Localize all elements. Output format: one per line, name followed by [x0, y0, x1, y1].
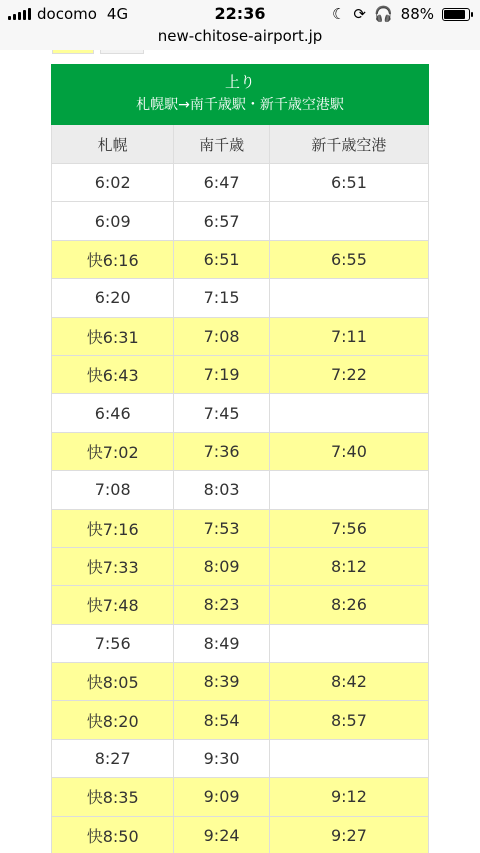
table-row — [51, 355, 429, 393]
table-row — [51, 777, 429, 815]
timetable-subtitle: 札幌駅→南千歳駅・新千歳空港駅 — [136, 97, 344, 113]
cell-sapporo: 7:56 — [52, 625, 174, 662]
orientation-lock-icon: ⟳ — [353, 5, 366, 23]
clock: 22:36 — [214, 4, 266, 23]
table-row — [51, 163, 429, 201]
cell-new-chitose-airport: 8:57 — [330, 710, 367, 730]
cell-sapporo: 快8:50 — [52, 817, 174, 853]
cell-new-chitose-airport: 6:55 — [330, 249, 367, 269]
cell-minami-chitose: 7:36 — [174, 433, 270, 470]
table-row — [51, 470, 429, 508]
cell-new-chitose-airport: 9:27 — [330, 825, 367, 845]
cell-minami-chitose: 7:53 — [174, 510, 270, 547]
url-bar[interactable]: new-chitose-airport.jp — [0, 28, 480, 50]
scrolled-button-1[interactable] — [52, 50, 94, 54]
cell-new-chitose-airport: 8:26 — [330, 595, 367, 615]
cell-sapporo: 快6:16 — [52, 241, 174, 278]
cell-new-chitose-airport: 7:22 — [330, 365, 367, 385]
cell-sapporo: 快7:02 — [52, 433, 174, 470]
cell-minami-chitose: 8:23 — [174, 586, 270, 623]
cell-sapporo: 快7:33 — [52, 548, 174, 585]
cell-sapporo: 快8:05 — [52, 663, 174, 700]
table-row — [51, 278, 429, 316]
cell-new-chitose-airport: 7:40 — [330, 441, 367, 461]
timetable-title: 上り — [224, 73, 255, 91]
column-header-new-chitose-airport: 新千歳空港 — [311, 135, 387, 154]
cell-sapporo: 快8:20 — [52, 701, 174, 738]
table-row — [51, 624, 429, 662]
cell-minami-chitose: 8:54 — [174, 701, 270, 738]
table-row — [51, 739, 429, 777]
cell-minami-chitose: 6:47 — [174, 164, 270, 201]
cell-new-chitose-airport — [270, 471, 428, 508]
status-bar — [0, 0, 480, 28]
cell-sapporo: 快6:43 — [52, 356, 174, 393]
table-row — [51, 509, 429, 547]
scrolled-button-2[interactable] — [100, 50, 144, 54]
cell-sapporo: 快7:16 — [52, 510, 174, 547]
cell-minami-chitose: 8:39 — [174, 663, 270, 700]
cell-new-chitose-airport: 8:12 — [330, 557, 367, 577]
column-header-minami-chitose: 南千歳 — [174, 125, 270, 163]
cell-new-chitose-airport — [270, 202, 428, 239]
network-type: 4G — [106, 5, 129, 23]
cell-sapporo: 快8:35 — [52, 778, 174, 815]
table-row — [51, 547, 429, 585]
cell-new-chitose-airport — [270, 279, 428, 316]
cell-new-chitose-airport: 7:56 — [330, 518, 367, 538]
cell-sapporo: 6:20 — [52, 279, 174, 316]
cell-new-chitose-airport — [270, 625, 428, 662]
cell-sapporo: 6:09 — [52, 202, 174, 239]
cell-new-chitose-airport — [270, 740, 428, 777]
battery-percent: 88% — [400, 5, 434, 23]
cell-minami-chitose: 9:09 — [174, 778, 270, 815]
status-right — [332, 5, 470, 23]
headphones-icon: 🎧 — [373, 5, 393, 23]
cell-minami-chitose: 9:30 — [174, 740, 270, 777]
column-headers — [51, 125, 429, 163]
cell-new-chitose-airport — [270, 394, 428, 431]
cell-sapporo: 6:02 — [52, 164, 174, 201]
cell-minami-chitose: 6:57 — [174, 202, 270, 239]
cell-minami-chitose: 7:15 — [174, 279, 270, 316]
timetable-body — [51, 163, 429, 853]
table-row — [51, 816, 429, 853]
cell-sapporo: 8:27 — [52, 740, 174, 777]
cell-minami-chitose: 8:03 — [174, 471, 270, 508]
table-row — [51, 585, 429, 623]
table-row — [51, 662, 429, 700]
cell-minami-chitose: 7:19 — [174, 356, 270, 393]
table-row — [51, 201, 429, 239]
table-row — [51, 432, 429, 470]
cell-sapporo: 7:08 — [52, 471, 174, 508]
cell-new-chitose-airport: 8:42 — [330, 672, 367, 692]
cell-sapporo: 快7:48 — [52, 586, 174, 623]
carrier-name: docomo — [37, 5, 97, 23]
cell-minami-chitose: 9:24 — [174, 817, 270, 853]
cell-new-chitose-airport: 9:12 — [330, 787, 367, 807]
cell-sapporo: 快6:31 — [52, 318, 174, 355]
timetable — [51, 64, 429, 853]
table-row — [51, 317, 429, 355]
cell-minami-chitose: 8:49 — [174, 625, 270, 662]
cell-minami-chitose: 7:08 — [174, 318, 270, 355]
table-row — [51, 393, 429, 431]
cell-new-chitose-airport: 6:51 — [330, 173, 367, 193]
timetable-header — [51, 64, 429, 125]
do-not-disturb-icon: ☾ — [331, 5, 346, 23]
table-row — [51, 240, 429, 278]
table-row — [51, 700, 429, 738]
cell-sapporo: 6:46 — [52, 394, 174, 431]
battery-icon — [442, 8, 470, 21]
cell-new-chitose-airport: 7:11 — [330, 326, 367, 346]
cell-minami-chitose: 8:09 — [174, 548, 270, 585]
column-header-sapporo: 札幌 — [52, 125, 174, 163]
cell-minami-chitose: 6:51 — [174, 241, 270, 278]
cell-minami-chitose: 7:45 — [174, 394, 270, 431]
battery-fill — [444, 10, 465, 19]
